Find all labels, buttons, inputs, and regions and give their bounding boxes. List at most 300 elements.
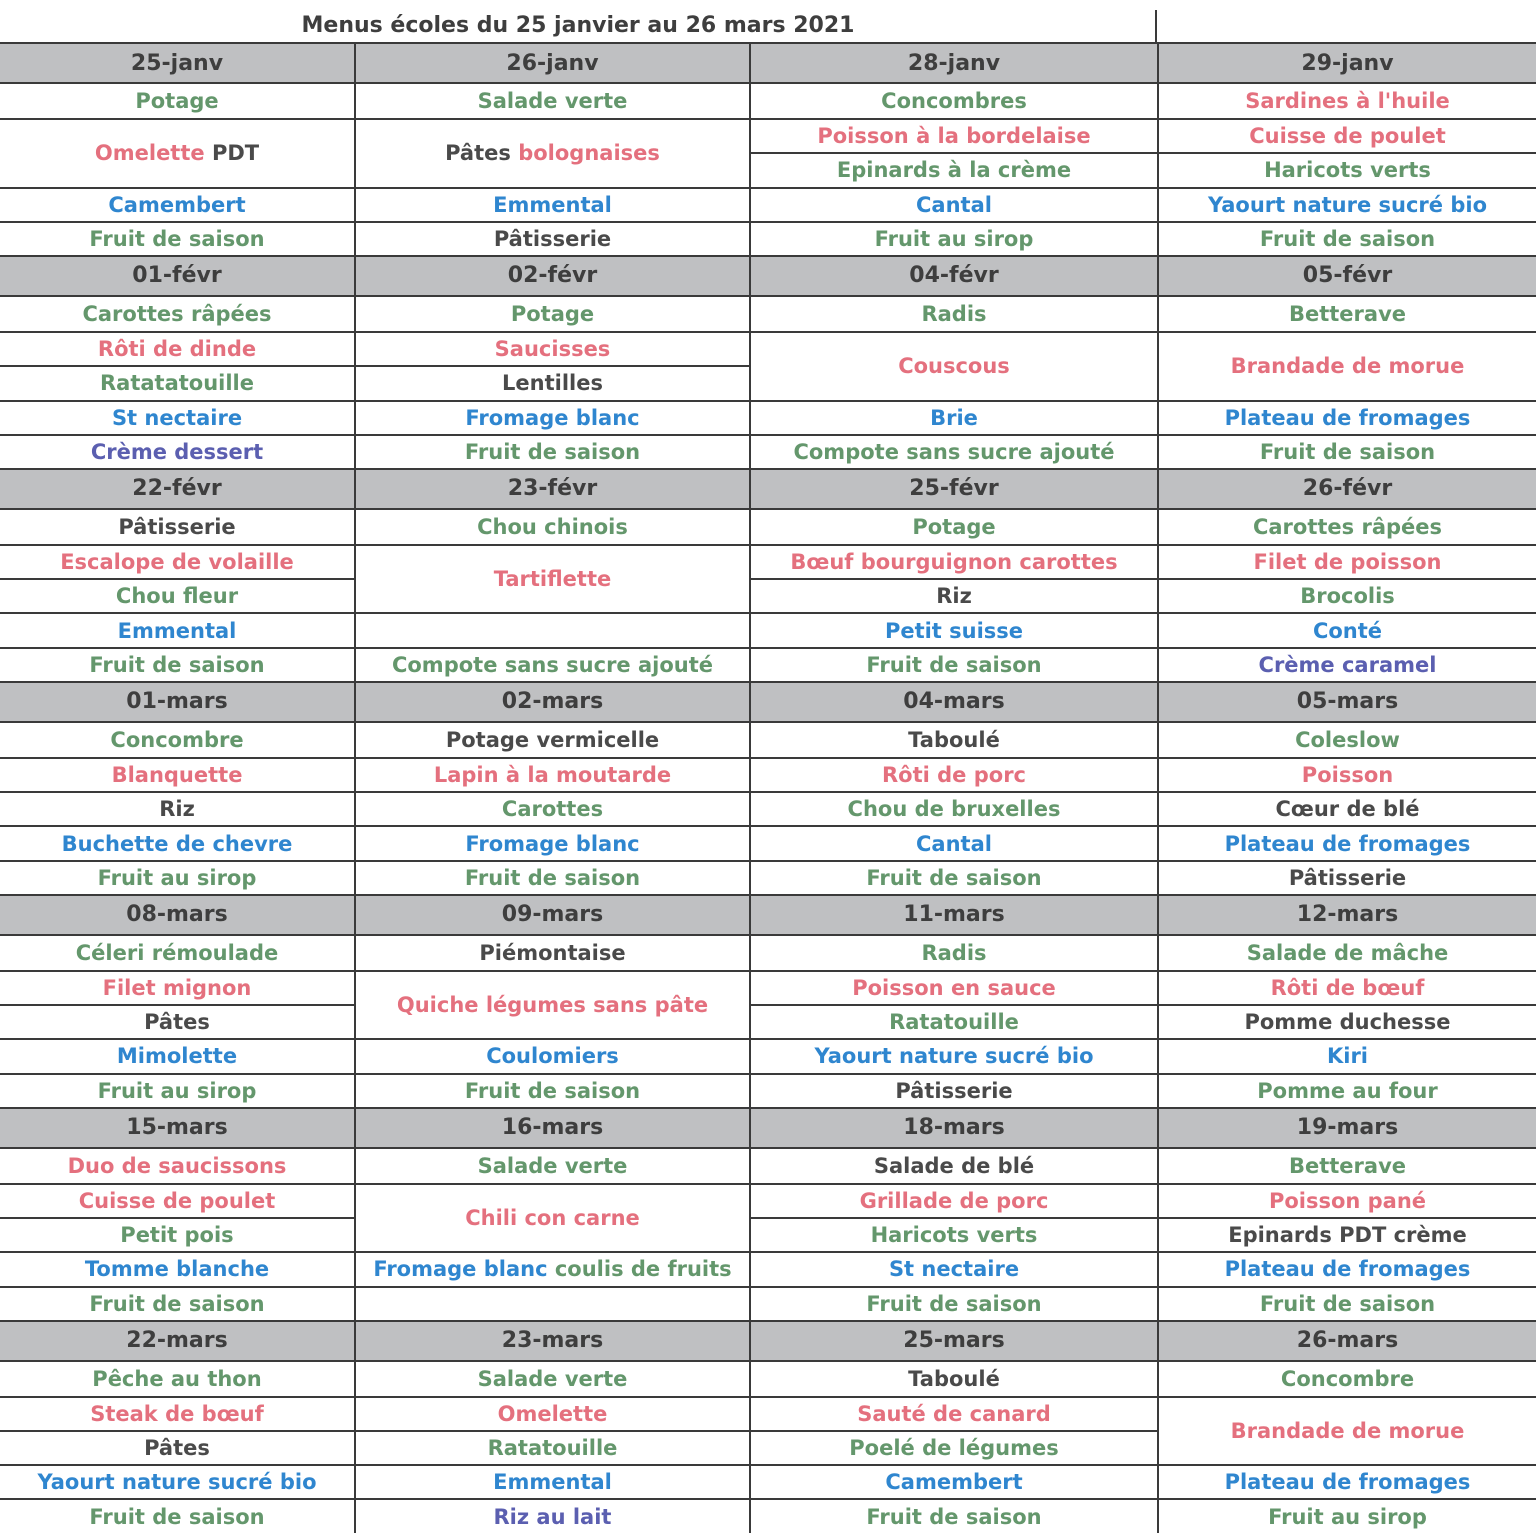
title-divider [1155, 10, 1157, 42]
menu-item [751, 1004, 1157, 1038]
menu-item-text: Lapin à la moutarde [433, 763, 672, 788]
day-menu [0, 297, 354, 468]
menu-item [1159, 1498, 1536, 1532]
day-menu [354, 297, 749, 468]
menu-item [1159, 510, 1536, 544]
menu-item [1159, 118, 1536, 152]
day-menu [354, 936, 749, 1107]
menu-item-text: Steak de bœuf [90, 1401, 264, 1426]
menu-item [751, 1251, 1157, 1285]
menu-item-text: Fruit au sirop [97, 865, 257, 890]
menu-item-text: Pâtisserie [1288, 865, 1407, 890]
day-menu [1157, 297, 1536, 468]
menu-item [751, 1464, 1157, 1498]
menu-item-text: Crème dessert [90, 439, 264, 464]
date-header: 12-mars [1157, 894, 1536, 936]
menu-item-text: Yaourt nature sucré bio [37, 1470, 317, 1495]
menu-item [1159, 647, 1536, 681]
menu-item-text: Coulomiers [486, 1044, 619, 1069]
date-header: 04-mars [749, 681, 1157, 723]
menu-item [1159, 1038, 1536, 1072]
menu-item-text: PDT [211, 141, 260, 166]
date-header: 05-févr [1157, 255, 1536, 297]
day-menu [354, 723, 749, 894]
menu-item-text: Yaourt nature sucré bio [814, 1044, 1094, 1069]
menu-item [0, 118, 354, 186]
menu-item [751, 1362, 1157, 1396]
menu-item-text: Betterave [1288, 1153, 1407, 1178]
menu-item [751, 791, 1157, 825]
menu-item-text: Fruit de saison [464, 439, 641, 464]
menu-item-text: Chou chinois [477, 515, 628, 539]
menu-item-text: Pâtisserie [493, 226, 612, 251]
menu-item-text: Haricots verts [870, 1223, 1038, 1248]
menu-item [751, 152, 1157, 186]
menu-item-text: Salade de mâche [1246, 940, 1449, 965]
menu-item [356, 1038, 749, 1072]
menu-item-text: Coleslow [1295, 727, 1400, 752]
menu-item-text: Chou de bruxelles [847, 797, 1061, 822]
menu-item-text: Fruit au sirop [874, 226, 1034, 251]
date-header: 08-mars [0, 894, 354, 936]
menu-item-text: Haricots verts [1264, 158, 1431, 183]
menu-item-text: Ratatouille [487, 1436, 618, 1461]
menu-item [751, 1430, 1157, 1464]
menu-item [751, 1073, 1157, 1107]
menu-item-text: Brie [930, 405, 978, 430]
menu-item [356, 791, 749, 825]
menu-item-text: bolognaises [518, 141, 660, 166]
date-header: 15-mars [0, 1107, 354, 1149]
menu-item [1159, 1251, 1536, 1285]
date-header: 09-mars [354, 894, 749, 936]
menu-item-text: Radis [921, 940, 987, 965]
date-header: 16-mars [354, 1107, 749, 1149]
menu-item [1159, 152, 1536, 186]
menu-item [1159, 1362, 1536, 1396]
menu-item-text: Conté [1312, 618, 1383, 643]
menu-item-text: Poisson en sauce [852, 976, 1056, 1001]
day-menu [749, 1149, 1157, 1320]
menu-item-text: Pomme duchesse [1244, 1010, 1451, 1035]
menu-item [0, 1464, 354, 1498]
menu-item [751, 1286, 1157, 1320]
menu-item-text: Piémontaise [479, 940, 626, 965]
menu-item [356, 118, 749, 186]
menu-item-text: Grillade de porc [859, 1189, 1049, 1214]
menu-item-text: Céleri rémoulade [75, 940, 279, 965]
menu-item [751, 757, 1157, 791]
menu-item [0, 1396, 354, 1430]
menu-item-text: Rôti de dinde [97, 337, 257, 362]
menu-item [751, 544, 1157, 578]
date-header: 29-janv [1157, 42, 1536, 84]
menu-item-text: Escalope de volaille [60, 550, 294, 575]
menu-item-text: Pâtes [144, 1010, 210, 1035]
menu-item-text: Fruit de saison [89, 226, 265, 251]
menu-item [356, 365, 749, 399]
menu-item [751, 1498, 1157, 1532]
menu-item [1159, 860, 1536, 894]
menu-item-text: Fruit de saison [866, 652, 1042, 677]
menu-item [0, 1004, 354, 1038]
menu-item [0, 297, 354, 331]
menu-item [751, 578, 1157, 612]
menu-item [0, 84, 354, 118]
page-title: Menus écoles du 25 janvier au 26 mars 2021 [301, 13, 855, 38]
menu-item [751, 510, 1157, 544]
menu-item [0, 936, 354, 970]
menu-item [0, 1430, 354, 1464]
menu-item-text: Plateau de fromages [1224, 831, 1471, 856]
menu-item [751, 1396, 1157, 1430]
menu-item-text: Poisson pané [1268, 1189, 1427, 1214]
menu-item-text: Concombre [1280, 1366, 1415, 1391]
menu-item [0, 544, 354, 578]
menu-item-text: Petit suisse [884, 618, 1024, 643]
menu-item [1159, 1073, 1536, 1107]
menu-item [356, 1286, 749, 1320]
day-menu [1157, 1149, 1536, 1320]
menu-item-text: Poelé de légumes [849, 1436, 1059, 1461]
menu-item [1159, 1464, 1536, 1498]
menu-item-text: Compote sans sucre ajouté [391, 652, 714, 677]
menu-item [356, 1464, 749, 1498]
menu-item-text: Taboulé [908, 727, 1000, 752]
menu-item-text: Cuisse de poulet [78, 1189, 276, 1214]
menu-item-text: Pâtisserie [118, 515, 236, 539]
menu-item [751, 647, 1157, 681]
menu-item-text: Betterave [1288, 302, 1407, 327]
menu-item [1159, 297, 1536, 331]
menu-item [356, 400, 749, 434]
menu-item [1159, 84, 1536, 118]
menu-item [356, 936, 749, 970]
menu-item [751, 825, 1157, 859]
day-menu [354, 84, 749, 255]
date-header: 26-févr [1157, 468, 1536, 510]
menu-item-text: Tartiflette [493, 567, 612, 592]
menu-item-text: Mimolette [116, 1044, 238, 1069]
menu-item [0, 970, 354, 1004]
menu-item [0, 1251, 354, 1285]
menu-item-text: Fruit au sirop [97, 1078, 257, 1103]
menu-item-text: Fromage blanc [465, 405, 640, 430]
menu-item-text: Couscous [898, 354, 1010, 379]
menu-item-text: Buchette de chevre [61, 831, 293, 856]
day-menu [1157, 84, 1536, 255]
menu-item-text: coulis de fruits [554, 1257, 732, 1282]
menu-item-text: Carottes [501, 797, 604, 822]
date-header: 19-mars [1157, 1107, 1536, 1149]
date-header: 22-mars [0, 1320, 354, 1362]
menu-item-text: Brocolis [1300, 584, 1395, 609]
menu-item [356, 331, 749, 365]
menu-item [1159, 970, 1536, 1004]
menu-item [356, 757, 749, 791]
menu-item-text: Bœuf bourguignon carottes [790, 550, 1118, 575]
menu-item [751, 723, 1157, 757]
menu-item [0, 331, 354, 365]
menu-item [751, 1217, 1157, 1251]
menu-item [751, 1038, 1157, 1072]
menu-item [0, 578, 354, 612]
menu-item [751, 860, 1157, 894]
menu-item [751, 331, 1157, 399]
menu-item-text: Crème caramel [1258, 652, 1437, 677]
menu-item [751, 118, 1157, 152]
menu-item-text: Fruit de saison [1259, 1291, 1436, 1316]
day-menu [1157, 936, 1536, 1107]
menu-item [0, 1498, 354, 1532]
menu-item [751, 297, 1157, 331]
menu-item [1159, 221, 1536, 255]
day-menu [0, 84, 354, 255]
day-menu [0, 936, 354, 1107]
menu-item-text: Fromage blanc [465, 831, 640, 856]
menu-item [1159, 1004, 1536, 1038]
menu-item [0, 860, 354, 894]
menu-item-text: Blanquette [111, 763, 243, 788]
menu-item [356, 221, 749, 255]
menu-item-text: Fruit de saison [1259, 439, 1436, 464]
menu-item-text: Salade verte [477, 89, 628, 114]
day-menu [749, 510, 1157, 681]
menu-item-text: Pêche au thon [92, 1366, 262, 1391]
day-menu [1157, 723, 1536, 894]
menu-item-text: Salade verte [477, 1366, 628, 1391]
menu-item [751, 936, 1157, 970]
menu-item [356, 434, 749, 468]
menu-item-text: Fruit de saison [89, 652, 265, 677]
menu-item-text: Duo de saucissons [67, 1153, 287, 1178]
menu-item [1159, 612, 1536, 646]
menu-item-text: Brandade de morue [1230, 354, 1465, 379]
menu-item [356, 84, 749, 118]
menu-item-text: Pâtisserie [895, 1078, 1013, 1103]
menu-item-text: Plateau de fromages [1224, 1257, 1471, 1282]
day-menu [354, 510, 749, 681]
menu-item-text: St nectaire [111, 405, 243, 430]
menu-item [0, 723, 354, 757]
day-menu [1157, 1362, 1536, 1533]
menu-item-text: Radis [921, 302, 987, 327]
menu-item-text: Carottes râpées [1252, 515, 1443, 539]
menu-item [0, 221, 354, 255]
menu-item-text: Fruit de saison [464, 1078, 641, 1103]
menu-item [1159, 434, 1536, 468]
day-menu [749, 936, 1157, 1107]
menu-item [356, 1430, 749, 1464]
menu-item-text: Ratatouille [889, 1010, 1019, 1035]
menu-item-text: Filet mignon [102, 976, 252, 1001]
menu-item-text: Riz [936, 584, 972, 609]
date-header: 02-mars [354, 681, 749, 723]
day-menu [0, 1149, 354, 1320]
menu-item [356, 1183, 749, 1251]
date-header: 22-févr [0, 468, 354, 510]
menu-item [356, 970, 749, 1038]
menu-item-text: Concombres [881, 89, 1027, 114]
menu-item-text: Petit pois [120, 1223, 234, 1248]
menu-item [1159, 757, 1536, 791]
menu-item [751, 970, 1157, 1004]
date-header: 02-févr [354, 255, 749, 297]
menu-item [356, 187, 749, 221]
day-menu [354, 1362, 749, 1533]
menu-item-text: Fruit de saison [1259, 226, 1436, 251]
menu-item [751, 612, 1157, 646]
menu-item-text: Pâtes [445, 141, 519, 166]
menu-item-text: Poisson à la bordelaise [817, 124, 1091, 149]
date-header: 28-janv [749, 42, 1157, 84]
menu-item-text: Taboulé [908, 1366, 1000, 1391]
menu-item [1159, 791, 1536, 825]
menu-item-text: Cantal [916, 831, 992, 856]
menu-item-text: Pomme au four [1257, 1078, 1438, 1103]
date-header: 23-févr [354, 468, 749, 510]
day-menu [0, 1362, 354, 1533]
menu-item [0, 187, 354, 221]
date-header: 26-mars [1157, 1320, 1536, 1362]
menu-item-text: Camembert [108, 192, 246, 217]
menu-item [0, 365, 354, 399]
date-header: 05-mars [1157, 681, 1536, 723]
menu-item-text: Chili con carne [465, 1206, 640, 1231]
menu-item-text: Potage [912, 515, 996, 539]
menu-item [356, 1362, 749, 1396]
day-menu [354, 1149, 749, 1320]
menu-item [0, 791, 354, 825]
menu-item [751, 434, 1157, 468]
menu-item-text: Plateau de fromages [1224, 405, 1471, 430]
menu-item-text: Sardines à l'huile [1245, 89, 1450, 114]
date-header: 23-mars [354, 1320, 749, 1362]
menu-item [1159, 1183, 1536, 1217]
menu-item-text: Potage [135, 89, 219, 114]
menu-item-text: Fruit de saison [866, 1504, 1042, 1529]
date-header: 01-mars [0, 681, 354, 723]
menu-item [0, 400, 354, 434]
date-header: 01-févr [0, 255, 354, 297]
menu-item [751, 84, 1157, 118]
menu-item-text: Filet de poisson [1253, 550, 1442, 575]
menu-item [1159, 1396, 1536, 1464]
date-header: 25-mars [749, 1320, 1157, 1362]
menu-item [1159, 1217, 1536, 1251]
menu-item [0, 1217, 354, 1251]
menu-item [356, 1396, 749, 1430]
day-menu [0, 723, 354, 894]
menu-item-text: Sauté de canard [857, 1401, 1051, 1426]
menu-item [0, 434, 354, 468]
menu-item [0, 1183, 354, 1217]
menu-item-text: Plateau de fromages [1224, 1470, 1471, 1495]
menu-item-text: Ratatatouille [99, 371, 254, 396]
date-header: 11-mars [749, 894, 1157, 936]
menu-item-text: Brandade de morue [1230, 1419, 1465, 1444]
menu-item [751, 400, 1157, 434]
menu-item-text: Tomme blanche [84, 1257, 270, 1282]
menu-item-text: Salade de blé [873, 1153, 1035, 1178]
menu-item-text: Poisson [1301, 763, 1394, 788]
title-row [0, 0, 1536, 42]
menu-item-text: Fruit de saison [866, 865, 1042, 890]
menu-item [1159, 1149, 1536, 1183]
menu-item-text: Salade verte [477, 1153, 628, 1178]
menu-item-text: Fruit de saison [866, 1291, 1042, 1316]
menu-item [751, 221, 1157, 255]
menu-item-text: Carottes râpées [82, 302, 272, 327]
menu-item [0, 1286, 354, 1320]
menu-item-text: Cœur de blé [1275, 797, 1420, 822]
menu-item [356, 1498, 749, 1532]
menu-item-text: Concombre [110, 727, 244, 752]
menu-item [1159, 723, 1536, 757]
date-header: 25-févr [749, 468, 1157, 510]
menu-item-text: Emmental [117, 618, 237, 643]
menu-item-text: Epinards à la crème [836, 158, 1072, 183]
menu-item-text: Cuisse de poulet [1249, 124, 1446, 149]
day-menu [0, 510, 354, 681]
menu-item-text: Camembert [885, 1470, 1023, 1495]
menu-item [356, 825, 749, 859]
menu-item [356, 297, 749, 331]
menu-item [0, 757, 354, 791]
menu-item-text: Quiche légumes sans pâte [396, 993, 709, 1018]
menu-item-text: Omelette [94, 141, 212, 166]
menu-item-text: Rôti de bœuf [1270, 976, 1425, 1001]
menu-item [356, 544, 749, 612]
menu-item-text: Fromage blanc [373, 1257, 555, 1282]
menu-item [1159, 578, 1536, 612]
menu-item [0, 1038, 354, 1072]
menu-table [0, 42, 1536, 1533]
menu-item [1159, 1286, 1536, 1320]
menu-item-text: Fruit de saison [89, 1504, 265, 1529]
menu-item-text: Fruit au sirop [1268, 1504, 1427, 1529]
menu-item-text: Rôti de porc [882, 763, 1026, 788]
menu-item-text: Cantal [916, 192, 992, 217]
day-menu [749, 297, 1157, 468]
date-header: 25-janv [0, 42, 354, 84]
menu-item-text: Omelette [497, 1401, 608, 1426]
menu-item-text: Potage vermicelle [445, 727, 660, 752]
menu-item [1159, 187, 1536, 221]
day-menu [749, 723, 1157, 894]
menu-item-text: Riz [159, 797, 195, 822]
date-header: 26-janv [354, 42, 749, 84]
menu-item-text: Potage [510, 302, 595, 327]
menu-item [0, 510, 354, 544]
menu-item [1159, 400, 1536, 434]
menu-item [1159, 936, 1536, 970]
menu-item [356, 647, 749, 681]
menu-item [0, 825, 354, 859]
menu-item [356, 510, 749, 544]
menu-item [356, 1251, 749, 1285]
date-header: 18-mars [749, 1107, 1157, 1149]
menu-item-text: Riz au lait [493, 1504, 612, 1529]
date-header: 04-févr [749, 255, 1157, 297]
menu-item-text: Fruit de saison [89, 1291, 265, 1316]
menu-item-text: Pâtes [144, 1436, 210, 1461]
menu-item [356, 1149, 749, 1183]
menu-item-text: Yaourt nature sucré bio [1207, 192, 1488, 217]
menu-item [0, 647, 354, 681]
menu-item [356, 612, 749, 646]
menu-item [751, 187, 1157, 221]
